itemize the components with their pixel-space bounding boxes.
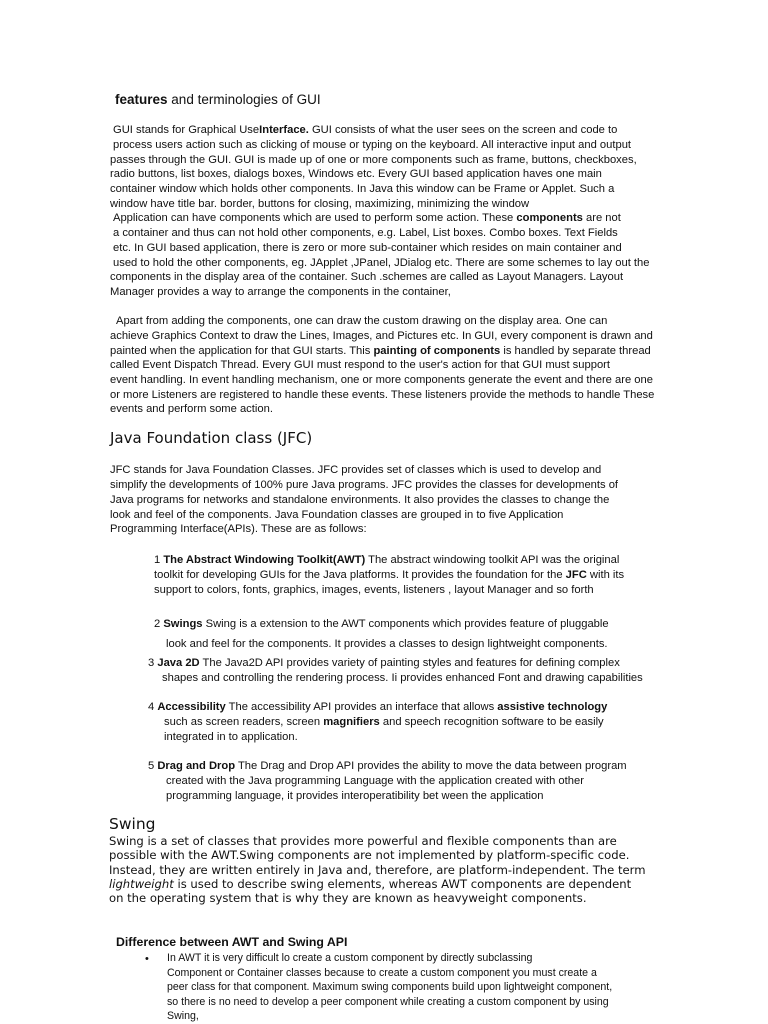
bold-term: The Abstract Windowing Toolkit(AWT) <box>163 554 366 566</box>
text-line: Manager provides a way to arrange the components in the container, <box>110 286 451 298</box>
text-line: 1 The Abstract Windowing Toolkit(AWT) The abstract windowing toolkit API was the original <box>154 554 620 566</box>
text-line: possible with the AWT.Swing components are not implemented by platform-specific code. <box>109 848 630 862</box>
text-line: created with the Java programming Language with the application created with other <box>166 775 584 787</box>
text-line: look and feel for the components. It provides a classes to design lightweight components. <box>166 638 608 650</box>
text-line: support to colors, fonts, graphics, images, events, listeners , layout Manager and so forth <box>154 584 594 596</box>
text-line: In AWT it is very difficult lo create a custom component by directly subclassing <box>167 952 533 964</box>
text-line: passes through the GUI. GUI is made up of one or more components such as frame, buttons, checkboxes, <box>110 154 637 166</box>
bold-term: Interface. <box>259 124 309 136</box>
text-line: 3 Java 2D The Java2D API provides variety of painting styles and features for defining complex <box>148 657 620 669</box>
swing-heading: Swing <box>109 815 156 833</box>
text-line: called Event Dispatch Thread. Every GUI must respond to the user's action for that GUI must support <box>110 359 611 371</box>
text-line: process users action such as clicking of mouse or typing on the keyboard. All interactive input and output <box>113 139 632 151</box>
bullet-marker: • <box>145 953 149 965</box>
text-line: such as screen readers, screen magnifiers and speech recognition software to be easily <box>164 716 604 728</box>
text-line: container window which holds other components. In Java this window can be Frame or Applet. Such a <box>110 183 615 195</box>
text-line: a container and thus can not hold other components, e.g. Label, List boxes. Combo boxes. Text Fields <box>113 227 618 239</box>
text-line: JFC stands for Java Foundation Classes. JFC provides set of classes which is used to develop and <box>110 464 602 476</box>
bold-term: Swings <box>163 618 203 630</box>
text-line: Apart from adding the components, one can draw the custom drawing on the display area. One can <box>116 315 608 327</box>
text-line: Programming Interface(APIs). These are as follows: <box>110 523 367 535</box>
text-line: 2 Swings Swing is a extension to the AWT components which provides feature of pluggable <box>154 618 609 630</box>
difference-heading: Difference between AWT and Swing API <box>116 935 348 949</box>
bold-term: components <box>516 212 583 224</box>
bold-term: JFC <box>565 569 587 581</box>
text-line: simplify the developments of 100% pure Java programs. JFC provides the classes for developments of <box>110 479 619 491</box>
bold-term: Java 2D <box>157 657 200 669</box>
text-line: painted when the application for that GUI starts. This painting of components is handled by separate thread <box>110 345 651 357</box>
features-heading-rest: and terminologies of GUI <box>171 92 321 107</box>
features-heading-bold: features <box>115 92 168 107</box>
text-line: Java programs for networks and standalone environments. It also provides the classes to change the <box>110 494 610 506</box>
text-line: window have title bar. border, buttons for closing, maximizing, minimizing the window <box>110 198 530 210</box>
text-line: 4 Accessibility The accessibility API provides an interface that allows assistive technology <box>148 701 608 713</box>
text-line: components in the display area of the container. Such .schemes are called as Layout Managers. Layout <box>110 271 624 283</box>
text-line: events and perform some action. <box>110 403 273 415</box>
text-line: Application can have components which are used to perform some action. These components are not <box>113 212 621 224</box>
bold-term: Accessibility <box>157 701 226 713</box>
text-line: on the operating system that is why they are known as heavyweight components. <box>109 891 587 905</box>
text-line: GUI stands for Graphical UseInterface. GUI consists of what the user sees on the screen and code to <box>113 124 618 136</box>
text-line: used to hold the other components, eg. JApplet ,JPanel, JDialog etc. There are some schemes to lay out the <box>113 257 650 269</box>
text-line: Component or Container classes because to create a custom component you must create a <box>167 967 597 979</box>
text-line: integrated in to application. <box>164 731 298 743</box>
text-line: radio buttons, list boxes, dialogs boxes, Windows etc. Every GUI based application haves one main <box>110 168 602 180</box>
text-line: lightweight is used to describe swing elements, whereas AWT components are dependent <box>109 877 632 891</box>
features-heading <box>115 91 321 108</box>
italic-term: lightweight <box>109 877 174 891</box>
text-line: Instead, they are written entirely in Java and, therefore, are platform-independent. The term <box>109 863 646 877</box>
bold-term: Drag and Drop <box>157 760 236 772</box>
text-line: 5 Drag and Drop The Drag and Drop API provides the ability to move the data between program <box>148 760 627 772</box>
bold-term: painting of components <box>373 345 501 357</box>
text-line: event handling. In event handling mechanism, one or more components generate the event and there are one <box>110 374 653 386</box>
text-line: etc. In GUI based application, there is zero or more sub-container which resides on main container and <box>113 242 622 254</box>
text-line: Swing is a set of classes that provides more powerful and flexible components than are <box>109 834 617 848</box>
jfc-heading: Java Foundation class (JFC) <box>110 429 313 447</box>
text-line: so there is no need to develop a peer component while creating a custom component by using <box>167 996 609 1008</box>
text-line: peer class for that component. Maximum swing components build upon lightweight component, <box>167 981 613 993</box>
bold-term: assistive technology <box>497 701 608 713</box>
bold-term: magnifiers <box>323 716 380 728</box>
text-line: shapes and controlling the rendering process. Ii provides enhanced Font and drawing capabilities <box>162 672 643 684</box>
text-line: Swing, <box>167 1010 199 1022</box>
text-line: toolkit for developing GUIs for the Java platforms. It provides the foundation for the JFC with its <box>154 569 625 581</box>
text-line: achieve Graphics Context to draw the Lines, Images, and Pictures etc. In GUI, every component is drawn and <box>110 330 653 342</box>
text-line: look and feel of the components. Java Foundation classes are grouped in to five Application <box>110 509 564 521</box>
text-line: programming language, it provides interoperatibility bet ween the application <box>166 790 544 802</box>
text-line: or more Listeners are registered to handle these events. These listeners provide the methods to handle These <box>110 389 655 401</box>
